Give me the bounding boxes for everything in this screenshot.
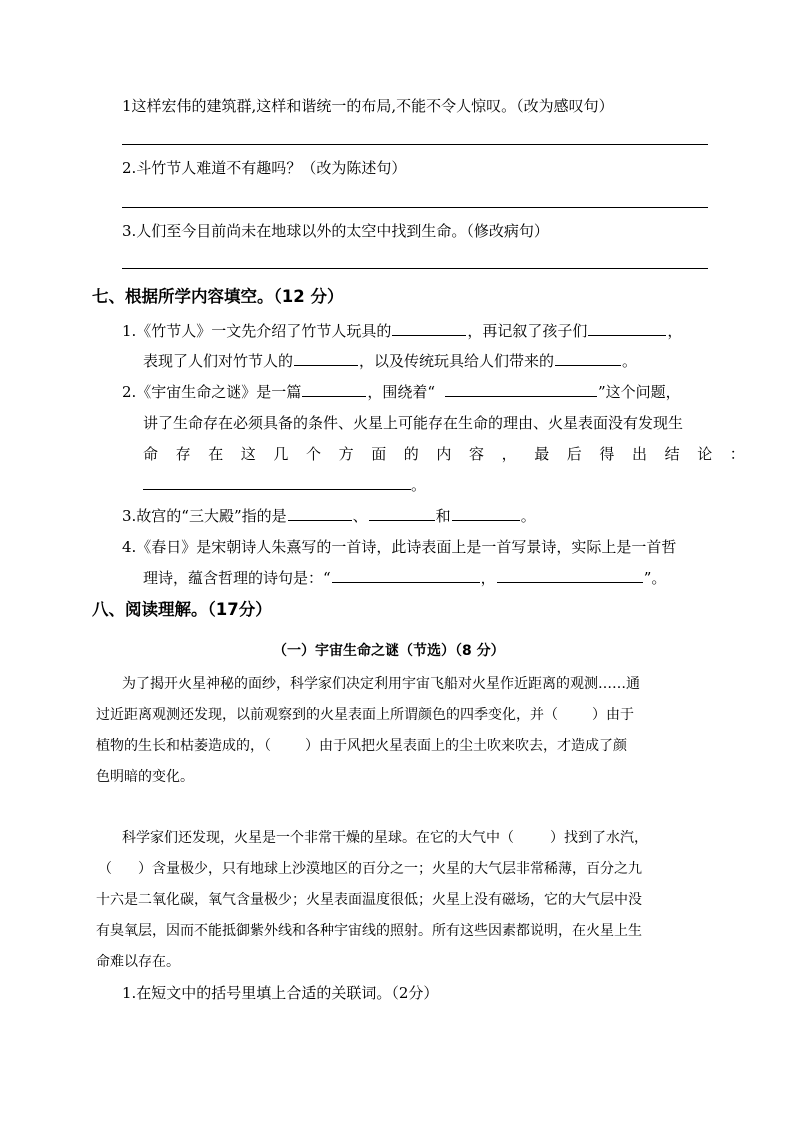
rewrite-question-1: 1这样宏伟的建筑群,这样和谐统一的布局,不能不令人惊叹。（改为感叹句） [122,97,614,115]
text: ”这个问题， [598,383,681,401]
fill-question-1-line-2 [143,350,637,372]
section-7-heading: 七、根据所学内容填空。（12 分） [92,287,344,306]
text: 理诗，蕴含哲理的诗句是：“ [143,569,331,587]
blank[interactable] [332,567,480,583]
text: 1.《竹节人》一文先介绍了竹节人玩具的 [122,322,392,340]
fill-question-1-line-1 [122,320,682,342]
text: 。 [411,476,427,494]
text: ”。 [643,569,667,587]
text: ）找到了水汽， [550,830,648,846]
text: 3.故宫的“三大殿”指的是 [122,507,287,525]
text: ，围绕着“ [367,383,435,401]
text: ， [480,569,496,587]
fill-question-2-line-2: 讲了生命存在必须具备的条件、火星上可能存在生命的理由、火星表面没有发现生 [143,414,684,432]
answer-line-2[interactable] [122,207,708,208]
blank[interactable] [302,381,366,397]
text: 2.《宇宙生命之谜》是一篇 [122,383,302,401]
passage-title: （一）宇宙生命之谜（节选）（8 分） [273,643,505,659]
fill-question-3 [122,505,536,527]
fill-question-4-line-1: 4.《春日》是宋朝诗人朱熹写的一首诗，此诗表面上是一首写景诗，实际上是一首哲 [122,538,677,556]
fill-question-2-line-1 [122,381,681,403]
blank[interactable] [452,505,520,521]
answer-line-3[interactable] [122,268,708,269]
answer-line-1[interactable] [122,144,708,145]
blank[interactable] [369,505,435,521]
section-8-heading: 八、阅读理解。（17分） [92,600,272,619]
passage-p1-line-1: 为了揭开火星神秘的面纱，科学家们决定利用宇宙飞船对火星作近距离的观测……通 [122,676,640,692]
text: （ [98,861,112,877]
text: ，再记叙了孩子们 [467,322,588,340]
rewrite-question-2: 2.斗竹节人难道不有趣吗？（改为陈述句） [122,159,407,177]
passage-p1-line-4: 色明暗的变化。 [96,769,194,785]
text: ）含量极少，只有地球上沙漠地区的百分之一；火星的大气层非常稀薄，百分之九 [138,861,642,877]
text: 植物的生长和枯萎造成的，（ [96,738,271,754]
blank[interactable] [445,381,597,397]
blank[interactable] [294,350,358,366]
blank[interactable] [588,320,666,336]
passage-p2-line-3: 十六是二氧化碳，氧气含量极少；火星表面温度很低；火星上没有磁场，它的大气层中没 [96,892,642,908]
blank[interactable] [555,350,621,366]
passage-p1-line-2 [96,704,634,726]
fill-question-2-line-3: 命存在这几个方面的内容，最后得出结论： [143,445,763,463]
text: ， [667,322,683,340]
text: 。 [520,507,536,525]
passage-p2-line-1 [122,827,648,849]
blank[interactable] [392,320,466,336]
rewrite-question-3: 3.人们至今目前尚未在地球以外的太空中找到生命。（修改病句） [122,222,549,240]
text: 表现了人们对竹节人的 [143,352,294,370]
text: 。 [622,352,638,370]
reading-question-1: 1.在短文中的括号里填上合适的关联词。（2分） [122,984,439,1002]
passage-p2-line-2 [98,858,642,880]
passage-p1-line-3 [96,735,627,757]
text: ）由于风把火星表面上的尘土吹来吹去，才造成了颜 [305,738,627,754]
text: 、 [352,507,368,525]
fill-question-2-line-4 [143,474,426,496]
blank[interactable] [143,474,411,490]
passage-p2-line-4: 有臭氧层，因而不能抵御紫外线和各种宇宙线的照射。所有这些因素都说明，在火星上生 [96,923,642,939]
text: ，以及传统玩具给人们带来的 [359,352,555,370]
passage-p2-line-5: 命难以存在。 [96,954,180,970]
text: 过近距离观测还发现，以前观察到的火星表面上所谓颜色的四季变化，并（ [96,707,558,723]
fill-question-4-line-2 [143,567,666,589]
blank[interactable] [497,567,643,583]
text: 和 [435,507,451,525]
blank[interactable] [288,505,352,521]
text: ）由于 [592,707,634,723]
text: 科学家们还发现，火星是一个非常干燥的星球。在它的大气中（ [122,830,514,846]
